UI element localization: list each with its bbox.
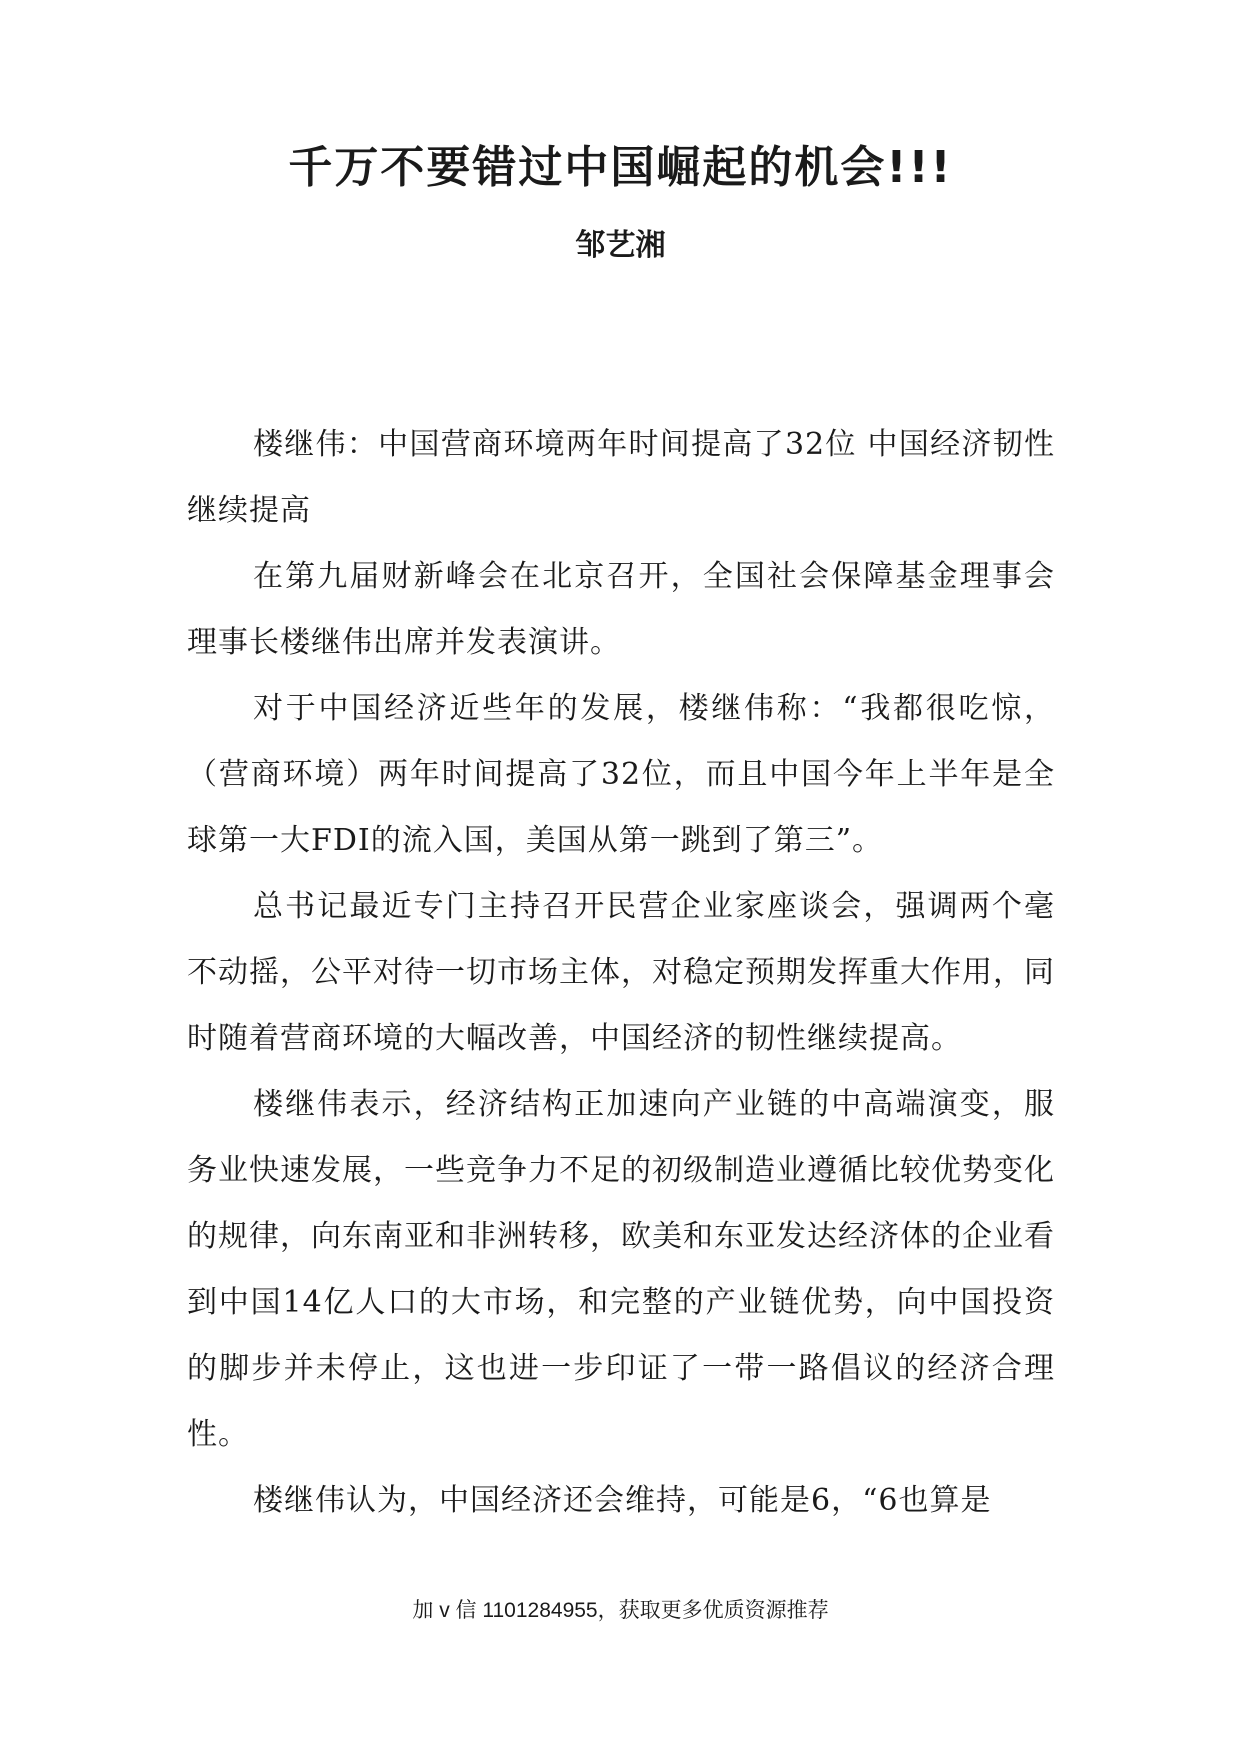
- paragraph: 在第九届财新峰会在北京召开，全国社会保障基金理事会理事长楼继伟出席并发表演讲。: [187, 559, 1055, 660]
- article-body: [187, 412, 1055, 1534]
- author-name: 邹艺湘: [575, 228, 666, 263]
- paragraph: 楼继伟认为，中国经济还会维持，可能是6，“6也算是: [253, 1483, 992, 1518]
- paragraph: 对于中国经济近些年的发展，楼继伟称：“我都很吃惊，（营商环境）两年时间提高了32位，而且中国今年上半年是全球第一大FDI的流入国，美国从第一跳到了第三”。: [187, 691, 1055, 858]
- paragraph: 楼继伟表示，经济结构正加速向产业链的中高端演变，服务业快速发展，一些竞争力不足的初级制造业遵循比较优势变化的规律，向东南亚和非洲转移，欧美和东亚发达经济体的企业看到中国14亿人口的大市场，和完整的产业链优势，向中国投资的脚步并未停止，这也进一步印证了一带一路倡议的经济合理性。: [187, 1087, 1055, 1452]
- page-title: 千万不要错过中国崛起的机会!!!: [288, 142, 953, 193]
- paragraph: 总书记最近专门主持召开民营企业家座谈会，强调两个毫不动摇，公平对待一切市场主体，对稳定预期发挥重大作用，同时随着营商环境的大幅改善，中国经济的韧性继续提高。: [187, 889, 1055, 1056]
- paragraph: 楼继伟：中国营商环境两年时间提高了32位 中国经济韧性继续提高: [187, 427, 1055, 528]
- page-footer: 加 v 信 1101284955，获取更多优质资源推荐: [412, 1599, 829, 1622]
